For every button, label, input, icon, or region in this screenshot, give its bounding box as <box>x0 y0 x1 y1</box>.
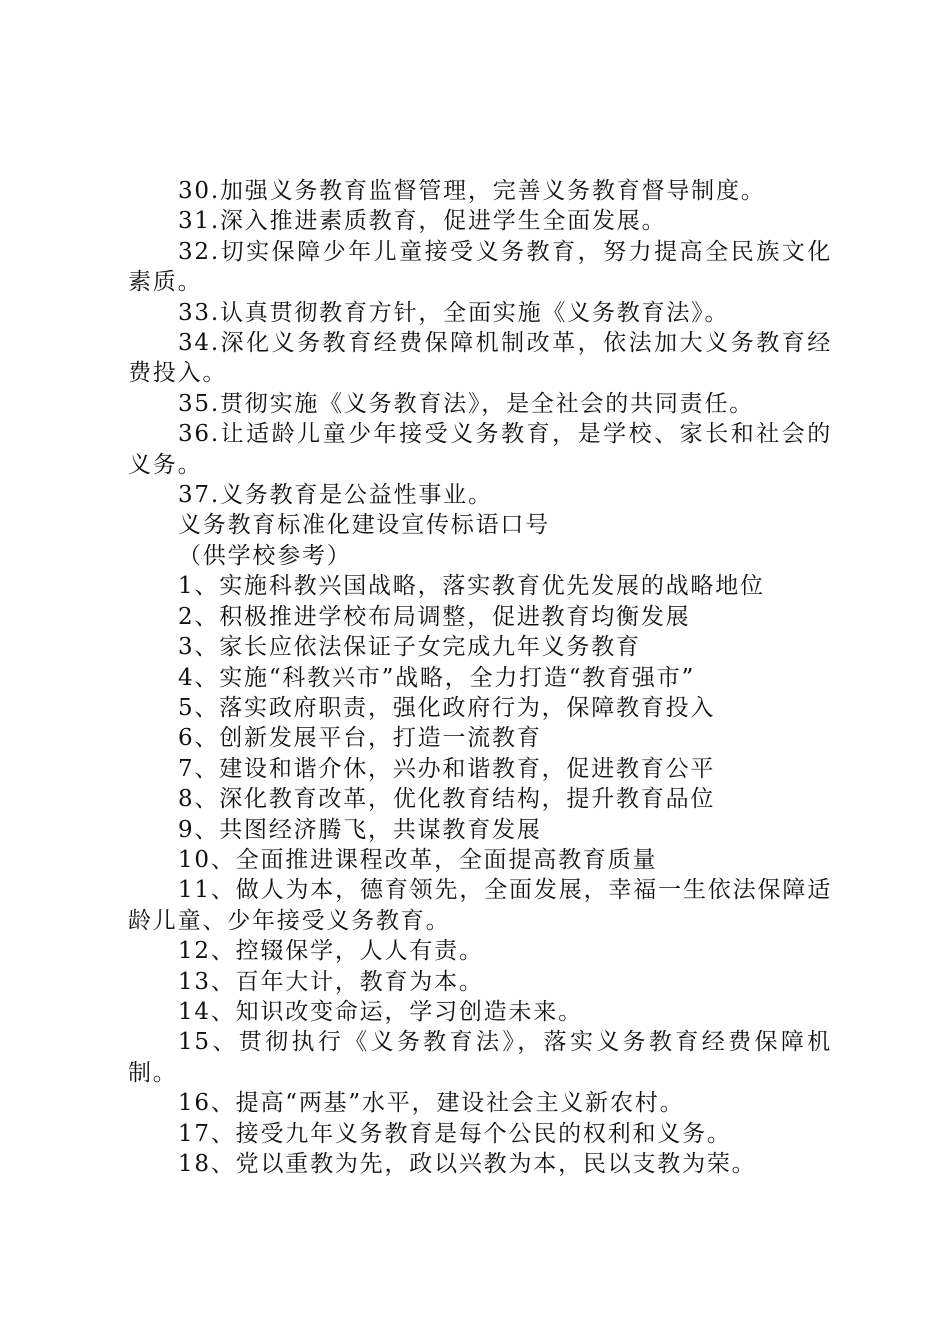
section-title: 义务教育标准化建设宣传标语口号 <box>178 512 550 539</box>
paragraph-30: 30.加强义务教育监督管理，完善义务教育督导制度。 <box>178 178 766 204</box>
slogan-1: 1、实施科教兴国战略，落实教育优先发展的战略地位 <box>178 573 765 600</box>
slogan-11: 11、做人为本，德育领先，全面发展，幸福一生依法保障适龄儿童、少年接受义务教育。 <box>128 877 832 934</box>
slogan-7: 7、建设和谐介休，兴办和谐教育，促进教育公平 <box>178 755 716 782</box>
slogan-4: 4、实施“科教兴市”战略，全力打造“教育强市” <box>178 664 696 691</box>
slogan-18: 18、党以重教为先，政以兴教为本，民以支教为荣。 <box>178 1151 757 1177</box>
paragraph-35: 35.贯彻实施《义务教育法》，是全社会的共同责任。 <box>178 390 755 417</box>
paragraph-33: 33.认真贯彻教育方针，全面实施《义务教育法》。 <box>178 299 730 326</box>
slogan-8: 8、深化教育改革，优化教育结构，提升教育品位 <box>178 786 716 813</box>
slogan-5: 5、落实政府职责，强化政府行为，保障教育投入 <box>178 694 716 721</box>
slogan-14: 14、知识改变命运，学习创造未来。 <box>178 998 583 1025</box>
slogan-10: 10、全面推进课程改革，全面提高教育质量 <box>178 846 658 873</box>
slogan-6: 6、创新发展平台，打造一流教育 <box>178 725 542 752</box>
paragraph-34: 34.深化义务教育经费保障机制改革，依法加大义务教育经费投入。 <box>128 330 832 387</box>
paragraph-36: 36.让适龄儿童少年接受义务教育，是学校、家长和社会的义务。 <box>128 421 832 478</box>
slogan-13: 13、百年大计，教育为本。 <box>178 968 484 995</box>
paragraph-37: 37.义务教育是公益性事业。 <box>178 482 493 509</box>
slogan-17: 17、接受九年义务教育是每个公民的权利和义务。 <box>178 1120 732 1147</box>
slogan-16: 16、提高“两基”水平，建设社会主义新农村。 <box>178 1090 685 1117</box>
slogan-15: 15、贯彻执行《义务教育法》，落实义务教育经费保障机制。 <box>128 1029 832 1086</box>
paragraph-31: 31.深入推进素质教育，促进学生全面发展。 <box>178 208 667 235</box>
document-body <box>128 176 832 1179</box>
slogan-3: 3、家长应依法保证子女完成九年义务教育 <box>178 634 641 661</box>
slogan-2: 2、积极推进学校布局调整，促进教育均衡发展 <box>178 603 691 630</box>
paragraph-32: 32.切实保障少年儿童接受义务教育，努力提高全民族文化素质。 <box>128 238 832 296</box>
slogan-9: 9、共图经济腾飞，共谋教育发展 <box>178 816 542 843</box>
slogan-12: 12、控辍保学，人人有责。 <box>178 938 484 965</box>
section-subtitle: （供学校参考） <box>178 542 352 569</box>
